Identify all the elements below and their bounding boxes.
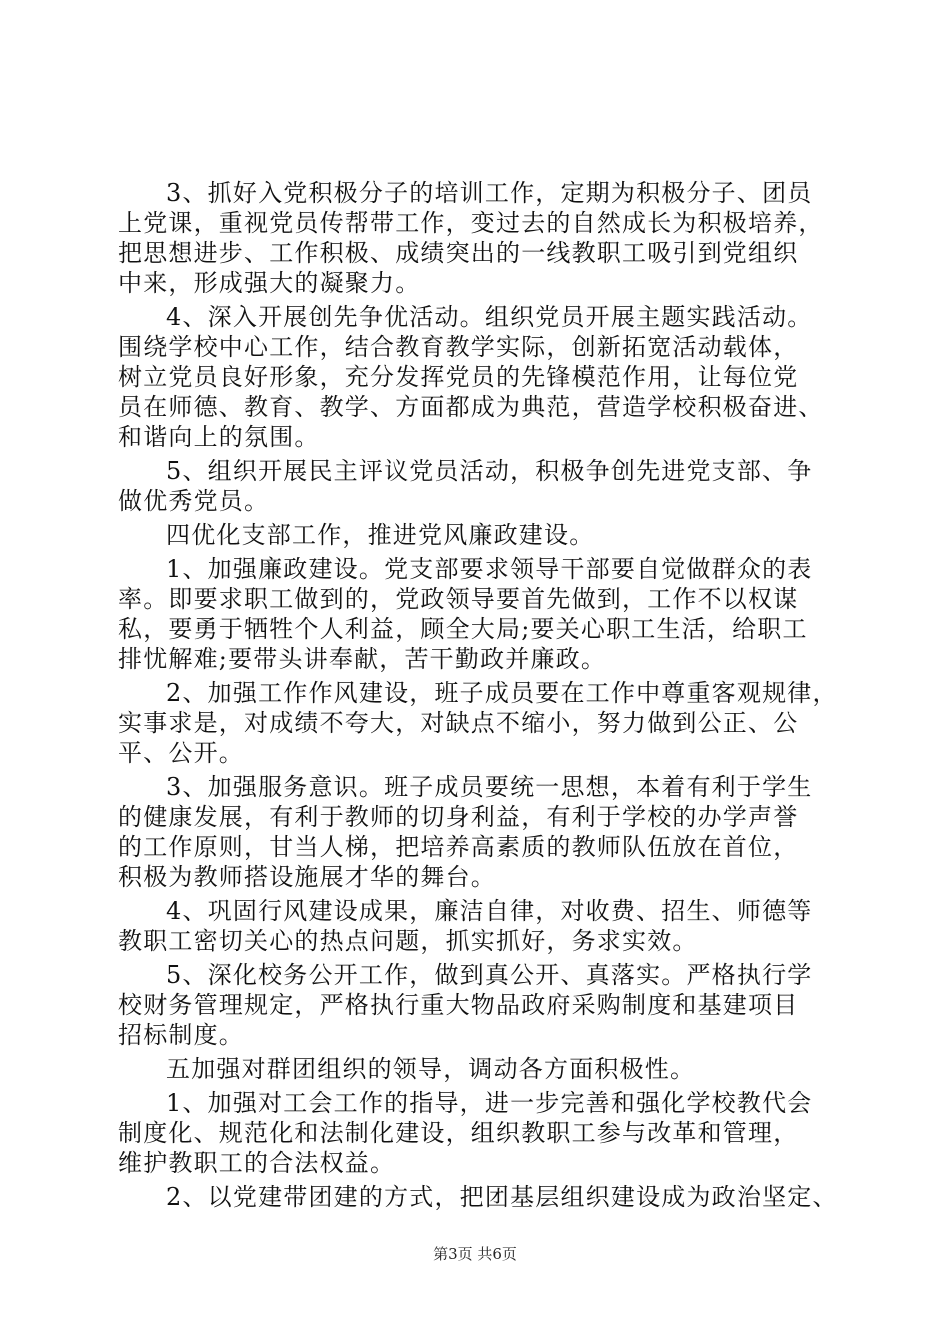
paragraph: 2、加强工作作风建设，班子成员要在工作中尊重客观规律， 实事求是，对成绩不夸大，对缺点不缩小，努力做到公正、公 平、公开。 xyxy=(118,679,838,767)
paragraph: 5、组织开展民主评议党员活动，积极争创先进党支部、争 做优秀党员。 xyxy=(118,457,813,515)
section-heading: 四优化支部工作，推进党风廉政建设。 xyxy=(166,521,595,549)
paragraph: 3、加强服务意识。班子成员要统一思想，本着有利于学生 的健康发展，有利于教师的切身利益，有利于学校的办学声誉 的工作原则，甘当人梯，把培养高素质的教师队伍放在首位， 积极为教师搭设施展才华的舞台。 xyxy=(118,773,813,891)
paragraph: 4、巩固行风建设成果，廉洁自律，对收费、招生、师德等 教职工密切关心的热点问题，抓实抓好，务求实效。 xyxy=(118,897,813,955)
paragraph: 4、深入开展创先争优活动。组织党员开展主题实践活动。 围绕学校中心工作，结合教育教学实际，创新拓宽活动载体， 树立党员良好形象，充分发挥党员的先锋模范作用，让每位党 员在师德、教育、教学、方面都成为典范，营造学校积极奋进、 和谐向上的氛围。 xyxy=(118,303,824,451)
paragraph: 1、加强廉政建设。党支部要求领导干部要自觉做群众的表 率。即要求职工做到的，党政领导要首先做到，工作不以权谋 私，要勇于牺牲个人利益，顾全大局;要关心职工生活，给职工 排忧解难;要带头讲奉献，苦干勤政并廉政。 xyxy=(118,555,813,673)
page-number-footer: 第3页 共6页 xyxy=(433,1245,517,1263)
document-body xyxy=(118,178,838,1216)
paragraph: 1、加强对工会工作的指导，进一步完善和强化学校教代会 制度化、规范化和法制化建设，组织教职工参与改革和管理， 维护教职工的合法权益。 xyxy=(118,1089,813,1177)
paragraph: 3、抓好入党积极分子的培训工作，定期为积极分子、团员 上党课，重视党员传帮带工作，变过去的自然成长为积极培养， 把思想进步、工作积极、成绩突出的一线教职工吸引到党组织 中来，形成强大的凝聚力。 xyxy=(118,179,824,297)
paragraph: 5、深化校务公开工作，做到真公开、真落实。严格执行学 校财务管理规定，严格执行重大物品政府采购制度和基建项目 招标制度。 xyxy=(118,961,813,1049)
section-heading: 五加强对群团组织的领导，调动各方面积极性。 xyxy=(166,1055,696,1083)
paragraph: 2、以党建带团建的方式，把团基层组织建设成为政治坚定、 xyxy=(166,1183,838,1211)
